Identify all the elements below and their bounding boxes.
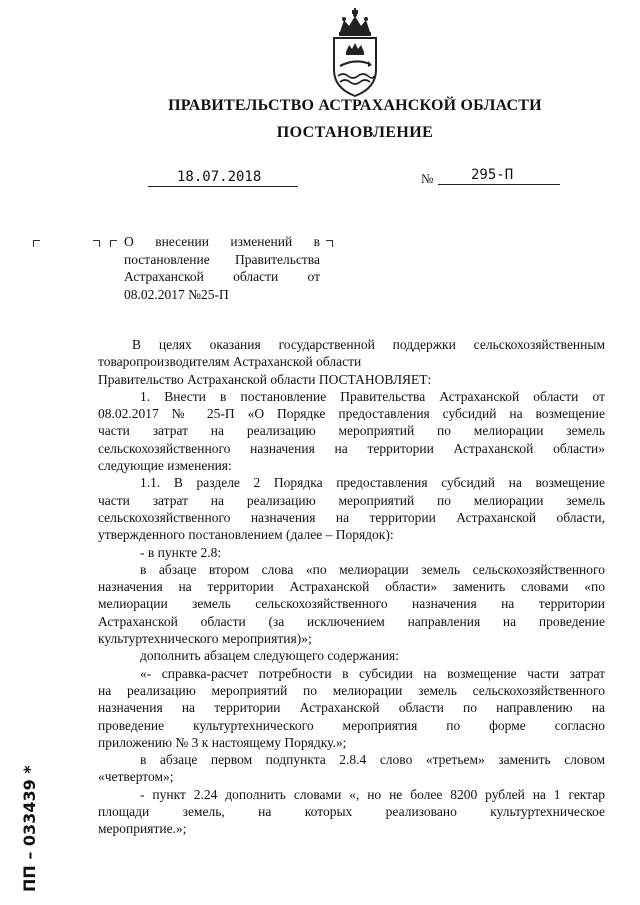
body-line: культуртехнического мероприятия)»; [98, 631, 312, 647]
body-line: - в пункте 2.8: [140, 544, 222, 560]
document-subject [124, 233, 320, 303]
corner-mark-subject-left-a [93, 240, 100, 247]
body-line: товаропроизводителям Астраханской области [98, 354, 362, 370]
body-line: - пункт 2.24 дополнить словами «, но не более 8200 рублей на 1 гектар [140, 786, 605, 802]
subject-line: 08.02.2017 №25-П [124, 286, 229, 302]
body-line: в абзаце втором слова «по мелиорации земель сельскохозяйственного [140, 561, 605, 577]
date-underline [148, 186, 298, 187]
body-line: сельскохозяйственного назначения на территории Астраханской области, [98, 509, 605, 525]
document-body [98, 336, 605, 838]
body-line: приложению № 3 к настоящему Порядку.»; [98, 734, 347, 750]
corner-mark-subject-right [326, 240, 333, 247]
body-line: мероприятие.»; [98, 821, 187, 837]
subject-line: постановление Правительства [124, 251, 320, 267]
body-line: Астраханской области (за исключением направления на проведение [98, 613, 605, 629]
body-line: «- справка-расчет потребности в субсидии на возмещение части затрат [140, 665, 605, 681]
body-line: Правительство Астраханской области ПОСТАНОВЛЯЕТ: [98, 371, 432, 387]
body-line: площади земель, на которых реализовано культуртехническое [98, 804, 605, 820]
body-line: 1. Внести в постановление Правительства Астраханской области от [140, 388, 605, 404]
margin-serial-number [18, 700, 40, 895]
body-line: на реализацию мероприятий по мелиорации земель сельскохозяйственного [98, 682, 605, 698]
corner-mark-subject-left-b [110, 240, 117, 247]
document-number: 295-П [471, 167, 514, 183]
number-underline [438, 184, 560, 185]
body-line: 1.1. В разделе 2 Порядка предоставления субсидий на возмещение [140, 475, 605, 491]
body-line: «четвертом»; [98, 769, 174, 785]
subject-line: О внесении изменений в [124, 234, 320, 249]
body-line: проведение культуртехнического мероприятия по форме согласно [98, 717, 605, 733]
body-line: части затрат на реализацию мероприятий по мелиорации земель [98, 492, 605, 508]
margin-serial-text: ПП – 033439 * [20, 765, 39, 892]
body-line: В целях оказания государственной поддержки сельскохозяйственным [132, 337, 605, 352]
body-line: назначения на территории Астраханской области по направлению на [98, 700, 605, 716]
subject-line: Астраханской области от [124, 269, 320, 284]
body-line: части затрат на реализацию мероприятий по мелиорации земель [98, 423, 605, 439]
government-title: ПРАВИТЕЛЬСТВО АСТРАХАНСКОЙ ОБЛАСТИ [168, 97, 542, 114]
document-type-title: ПОСТАНОВЛЕНИЕ [276, 124, 434, 141]
body-line: мелиорации земель сельскохозяйственного назначения на территории [98, 596, 605, 612]
body-line: сельскохозяйственного назначения на территории Астраханской области» [98, 440, 605, 456]
body-line: назначения на территории Астраханской области» заменить словами «по [98, 579, 605, 595]
body-line: 08.02.2017 № 25-П «О Порядке предоставления субсидий на возмещение [98, 406, 605, 422]
number-label: № [421, 171, 434, 186]
body-line: утвержденного постановлением (далее – Порядок): [98, 527, 394, 543]
document-date: 18.07.2018 [177, 169, 262, 185]
corner-mark-left-margin [33, 240, 40, 247]
body-line: дополнить абзацем следующего содержания: [140, 648, 400, 664]
body-line: следующие изменения: [98, 458, 232, 474]
body-line: в абзаце первом подпункта 2.8.4 слово «третьем» заменить словом [140, 752, 605, 768]
coat-of-arms-emblem [322, 8, 388, 98]
